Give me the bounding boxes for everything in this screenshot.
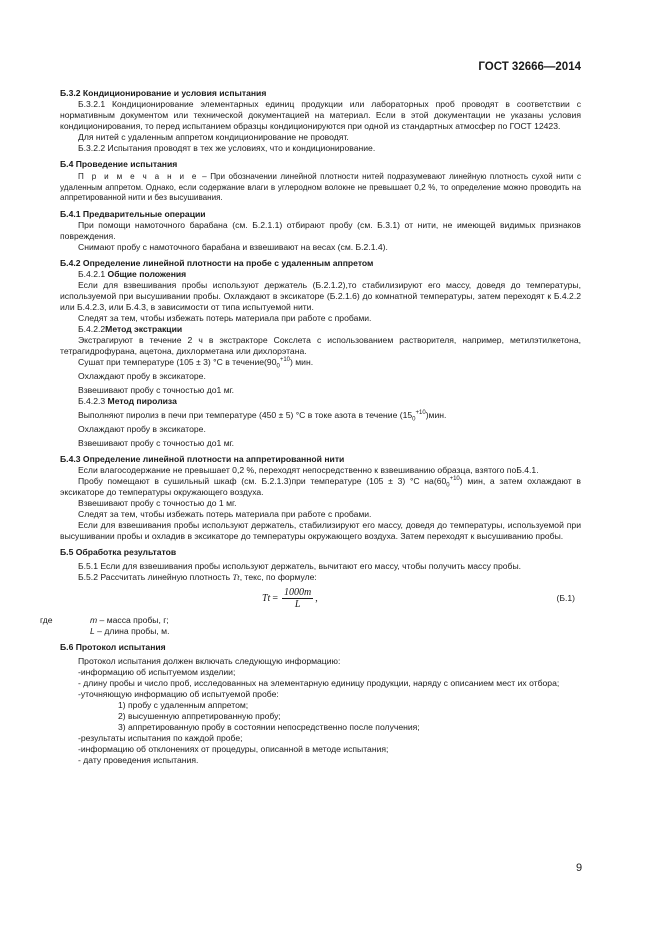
note-text: – При обозначении линейной плотности нитей подразумевают линейную плотность сухой нити с удаленным аппретом. Однако, если содержание влаги в углеродном волокне не превышает 0,2 %, то определение можно проводить на аппретированной нити и без высушивания.: [60, 172, 582, 202]
formula-fraction: [282, 587, 313, 610]
paragraph: Экстрагируют в течение 2 ч в экстракторе Сокслета с использованием растворителя, например, метилэтилкетона, тетрагидрофурана, ацетона, дихлорметана или дихлорэтана.: [60, 334, 581, 356]
paragraph: Взвешивают пробу с точностью до 1 мг.: [78, 497, 237, 508]
note: [60, 172, 581, 204]
superscript: +10: [449, 475, 460, 482]
formula: [262, 587, 318, 610]
formula-block: [60, 585, 581, 615]
subheading-number: Б.4.2.3: [78, 395, 108, 406]
list-item: -информацию об испытуемом изделии;: [78, 666, 236, 677]
paragraph: Если для взвешивания пробы используют держатель, стабилизируют его массу, доведя до температуры, используемой при высушивании пробы и охладив в эксикаторе до температуры окружающего воздуха. Затем переходят к высушиванию пробы.: [60, 519, 581, 541]
subheading-b421: [60, 269, 581, 280]
variable: m: [90, 614, 98, 625]
list-item: - дату проведения испытания.: [78, 754, 199, 765]
text-run: Сушат при температуре (105 ± 3) °С в течение(90: [78, 356, 277, 367]
paragraph: Охлаждают пробу в эксикаторе.: [78, 370, 206, 381]
text-run: Выполняют пиролиз в печи при температуре (450 ± 5) °С в токе азота в течение (15: [78, 409, 413, 420]
text-run: )мин.: [425, 409, 447, 420]
subheading-title: Общие положения: [107, 268, 187, 279]
paragraph: Следят за тем, чтобы избежать потерь материала при работе с пробами.: [78, 508, 372, 519]
paragraph: [60, 357, 581, 368]
text-run: ) мин, а затем охлаждают в эксикаторе до температуры окружающего воздуха.: [60, 475, 581, 497]
heading-b41: Б.4.1 Предварительные операции: [60, 208, 206, 219]
list-item: - длину пробы и число проб, исследованных на элементарную единицу продукции, наряду с описанием мест их отбора;: [78, 677, 560, 688]
paragraph: [60, 410, 581, 421]
paragraph: Б.3.2.1 Кондиционирование элементарных единиц продукции или лабораторных проб проводят в соответствии с нормативным документом или технической документацией на материал. Если в этой документации не указаны условия кондиционирования, то перед испытанием образцы кондиционируются при одной из стандартных атмосфер по ГОСТ 12423.: [60, 99, 581, 131]
standard-header: ГОСТ 32666—2014: [478, 61, 581, 73]
subheading-b423: [60, 396, 581, 407]
heading-b43: Б.4.3 Определение линейной плотности на аппретированной нити: [60, 453, 345, 464]
paragraph: Снимают пробу с намоточного барабана и взвешивают на весах (см. Б.2.1.4).: [78, 241, 388, 252]
subheading-title: Метод экстракции: [105, 323, 183, 334]
paragraph: Взвешивают пробу с точностью до1 мг.: [78, 384, 235, 395]
list-item: -информацию об отклонениях от процедуры, описанной в методе испытания;: [78, 743, 389, 754]
where-m: [90, 615, 169, 626]
paragraph: Если влагосодержание не превышает 0,2 %, переходят непосредственно к взвешиванию образца, взятого поБ.4.1.: [78, 464, 539, 475]
text-run: – масса пробы, г;: [97, 614, 169, 625]
subheading-title: Метод пиролиза: [107, 395, 177, 406]
paragraph: Б.5.1 Если для взвешивания пробы используют держатель, вычитают его массу, чтобы получить массу пробы.: [78, 560, 522, 571]
text-run: Б.5.2 Рассчитать линейную плотность: [78, 571, 233, 582]
heading-b4: Б.4 Проведение испытания: [60, 159, 178, 169]
paragraph: Следят за тем, чтобы избежать потерь материала при работе с пробами.: [78, 312, 372, 323]
formula-lhs: Tt: [262, 592, 271, 604]
page-number: 9: [576, 862, 583, 874]
note-label: П р и м е ч а н и е: [78, 172, 199, 181]
variable: L: [90, 625, 95, 636]
formula-number: (Б.1): [556, 592, 575, 603]
subscript: 0: [446, 482, 450, 489]
text-run: ) мин.: [290, 356, 314, 367]
paragraph: Б.3.2.2 Испытания проводят в тех же условиях, что и кондиционирование.: [78, 143, 376, 153]
paragraph: Охлаждают пробу в эксикаторе.: [78, 423, 206, 434]
paragraph: Взвешивают пробу с точностью до1 мг.: [78, 437, 235, 448]
where-block: [40, 614, 581, 637]
list-subitem: 1) пробу с удаленным аппретом;: [118, 699, 249, 710]
heading-b32: Б.3.2 Кондиционирование и условия испытания: [60, 88, 267, 98]
subheading-b422: [60, 324, 581, 335]
formula-end: ,: [315, 592, 318, 604]
subscript: 0: [276, 363, 280, 370]
superscript: +10: [415, 409, 426, 416]
paragraph: Для нитей с удаленным аппретом кондиционирование не проводят.: [78, 132, 349, 142]
list-subitem: 3) аппретированную пробу в состоянии непосредственно после получения;: [118, 721, 420, 732]
superscript: +10: [279, 356, 291, 363]
where-label: где: [40, 614, 53, 625]
formula-denominator: L: [294, 598, 301, 610]
heading-b42: Б.4.2 Определение линейной плотности на пробе с удаленным аппретом: [60, 257, 374, 268]
formula-numerator: 1000m: [283, 586, 312, 598]
list-subitem: 2) высушенную аппретированную пробу;: [118, 710, 281, 721]
paragraph: [60, 476, 581, 498]
where-l: [90, 626, 169, 637]
text-run: Пробу помещают в сушильный шкаф (см. Б.2.1.3)при температуре (105 ± 3) °С на(60: [78, 475, 447, 486]
paragraph: [60, 572, 581, 583]
formula-equals: =: [272, 592, 278, 604]
list-item: -уточняющую информацию об испытуемой пробе:: [78, 688, 279, 699]
paragraph: При помощи намоточного барабана (см. Б.2.1.1) отбирают пробу (см. Б.3.1) от нити, не имеющей видимых признаков повреждения.: [60, 219, 581, 241]
subheading-number: Б.4.2.1: [78, 268, 108, 279]
paragraph: Если для взвешивания пробы используют держатель (Б.2.1.2),то стабилизируют его массу, доведя до температуры, используемой при высушивании пробы. Охлаждают в эксикаторе (Б.2.1.6) до комнатной температуры, затем переходят к Б.4.2.2 или Б.4.2.3, или Б.4.3, в зависимости от типа испытуемой нити.: [60, 279, 581, 312]
list-item: -результаты испытания по каждой пробе;: [78, 732, 243, 743]
text-run: – длина пробы, м.: [94, 625, 170, 636]
list-item: Протокол испытания должен включать следующую информацию:: [78, 655, 341, 666]
heading-b5: Б.5 Обработка результатов: [60, 546, 177, 557]
subheading-number: Б.4.2.2: [78, 323, 106, 334]
subscript: 0: [412, 416, 416, 423]
text-run: , текс, по формуле:: [239, 571, 317, 582]
document-body: [40, 86, 582, 766]
variable: Tt: [232, 571, 240, 582]
heading-b6: Б.6 Протокол испытания: [60, 641, 166, 652]
